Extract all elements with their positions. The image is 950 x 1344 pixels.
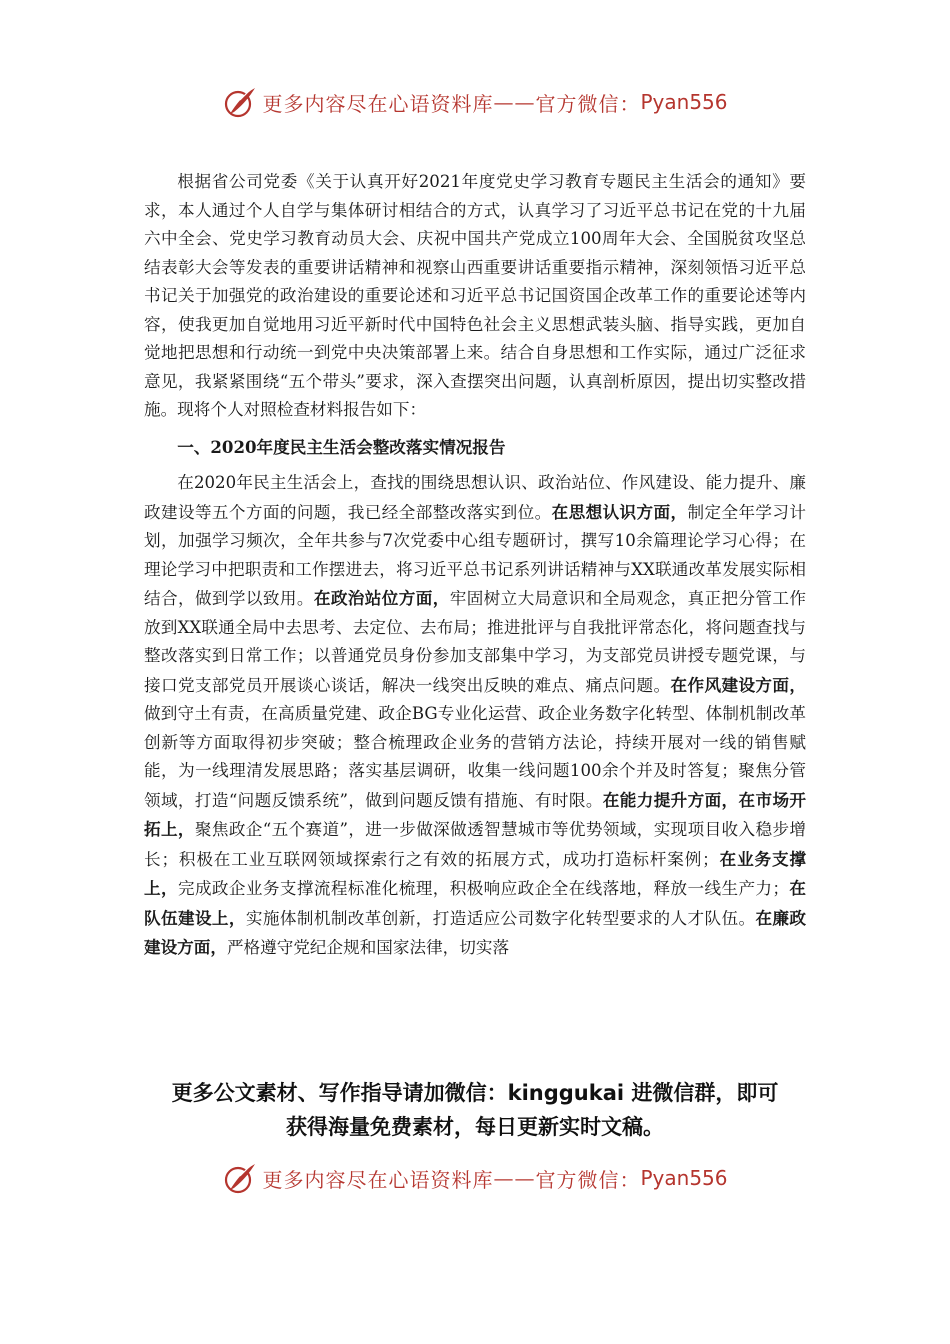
paragraph-text: 在2020年民主生活会上，查找的围绕思想认识、政治站位、作风建设、能力提升、廉政建设等五个方面的问题，我已经全部整改落实到位。 (144, 473, 806, 522)
bold-topic: 在作风建设方面， (670, 674, 806, 695)
bold-topic: 在队伍建设上， (144, 878, 806, 928)
banner-dash: —— (493, 1166, 536, 1190)
section-paragraph-1 (144, 469, 806, 963)
paragraph-text: 做到守土有责，在高质量党建、政企BG专业化运营、政企业务数字化转型、体制机制改革创新等方面取得初步突破；整合梳理政企业务的营销方法论，持续开展对一线的销售赋能，为一线理清发展思路；落实基层调研，收集一线问题100余个并及时答复；聚焦分管领域，打造“问题反馈系统”，做到问题反馈有措施、有时限。 (144, 704, 806, 810)
bold-topic: 在思想认识方面， (551, 501, 688, 522)
banner-title: 更多内容尽在心语资料库 (262, 1167, 494, 1192)
header-banner (0, 80, 950, 124)
quill-logo-icon (222, 84, 258, 120)
promo-line-1: 更多公文素材、写作指导请加微信：kinggukai 进微信群，即可 (171, 1081, 779, 1105)
paragraph-text: 实施体制机制改革创新，打造适应公司数字化转型要求的人才队伍。 (245, 908, 756, 928)
section-heading-1: 一、2020年度民主生活会整改落实情况报告 (177, 436, 506, 457)
paragraph-text: 牢固树立大局意识和全局观念，真正把分管工作放到XX联通全局中去思考、去定位、去布局；推进批评与自我批评常态化，将问题查找与整改落实到日常工作；以普通党员身份参加支部集中学习，为支部党员讲授专题党课，与接口党支部党员开展谈心谈话，解决一线突出反映的难点、痛点问题。 (144, 589, 806, 695)
banner-wechat-label: 官方微信： (535, 91, 641, 116)
paragraph-text: 完成政企业务支撑流程标准化梳理，积极响应政企全在线落地，释放一线生产力； (177, 879, 790, 898)
bold-topic: 在能力提升方面，在市场开拓上， (144, 789, 807, 839)
quill-logo-icon (222, 1160, 258, 1196)
intro-paragraph: 根据省公司党委《关于认真开好2021年度党史学习教育专题民主生活会的通知》要求，本人通过个人自学与集体研讨相结合的方式，认真学习了习近平总书记在党的十九届六中全会、党史学习教育动员大会、庆祝中国共产党成立100周年大会、全国脱贫攻坚总结表彰大会等发表的重要讲话精神和视察山西重要讲话重要指示精神，深刻领悟习近平总书记关于加强党的政治建设的重要论述和习近平总书记国资国企改革工作的重要论述等内容，使我更加自觉地用习近平新时代中国特色社会主义思想武装头脑、指导实践，更加自觉地把思想和行动统一到党中央决策部署上来。结合自身思想和工作实际，通过广泛征求意见，我紧紧围绕“五个带头”要求，深入查摆突出问题，认真剖析原因，提出切实整改措施。现将个人对照检查材料报告如下： (144, 172, 806, 419)
banner-wechat-label: 官方微信： (535, 1167, 641, 1192)
footer-banner (0, 1156, 950, 1200)
paragraph-text: 制定全年学习计划，加强学习频次，全年共参与7次党委中心组专题研讨，撰写10余篇理论学习心得；在理论学习中把职责和工作摆进去，将习近平总书记系列讲话精神与XX联通改革发展实际相结合，做到学以致用。 (144, 502, 806, 608)
document-body (144, 168, 806, 963)
promo-line-2: 获得海量免费素材，每日更新实时文稿。 (286, 1115, 664, 1139)
banner-dash: —— (493, 90, 536, 114)
banner-wechat-id: Pyan556 (640, 1166, 728, 1190)
paragraph-text: 聚焦政企“五个赛道”，进一步做深做透智慧城市等优势领域，实现项目收入稳步增长；积极在工业互联网领域探索行之有效的拓展方式，成功打造标杆案例； (144, 820, 807, 869)
bold-topic: 在政治站位方面， (313, 588, 450, 608)
banner-wechat-id: Pyan556 (640, 90, 728, 114)
bold-topic: 在廉政建设方面， (144, 907, 806, 957)
bold-topic: 在业务支撑上， (144, 848, 806, 898)
promo-notice (0, 1076, 950, 1144)
banner-title: 更多内容尽在心语资料库 (262, 91, 494, 116)
paragraph-text: 严格遵守党纪企规和国家法律，切实落 (226, 938, 510, 957)
